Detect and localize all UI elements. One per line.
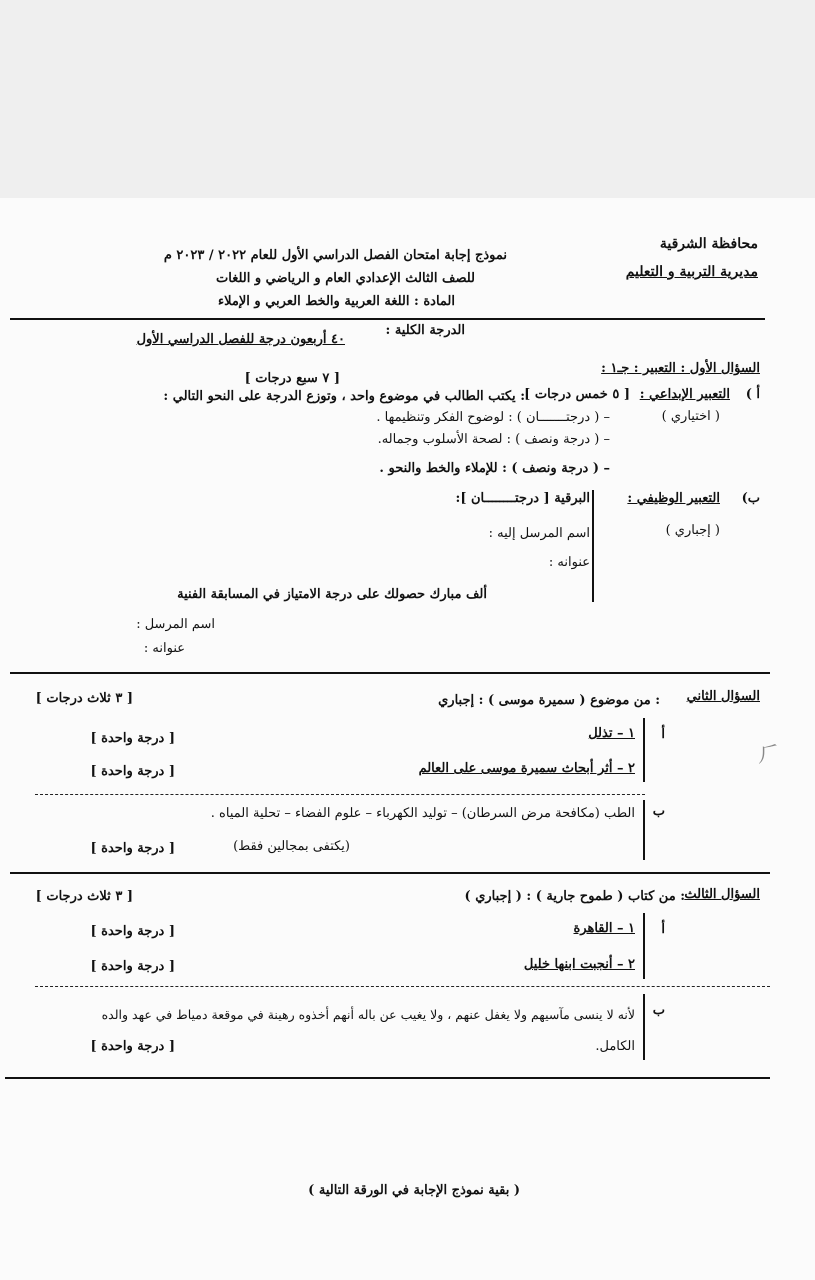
q1-total-marks: [ ٧ سبع درجات ] bbox=[244, 371, 340, 386]
q3-total-marks: [ ٣ ثلاث درجات ] bbox=[35, 889, 133, 904]
q3b-answer-line2: الكامل. bbox=[595, 1039, 635, 1054]
q2a-label: أ bbox=[661, 727, 665, 742]
q3b-label: ب bbox=[652, 1003, 665, 1018]
q3a-marks-2: [ درجة واحدة ] bbox=[90, 959, 175, 974]
total-label: الدرجة الكلية : bbox=[385, 323, 465, 338]
subject-line: المادة : اللغة العربية والخط العربي و الإملاء bbox=[218, 294, 455, 309]
q1a-instruction: : يكتب الطالب في موضوع واحد ، وتوزع الدرجة على النحو التالي : bbox=[163, 389, 525, 404]
q2a-answer-2: ٢ – أثر أبحاث سميرة موسى على العالم bbox=[418, 761, 635, 776]
q2a-marks-2: [ درجة واحدة ] bbox=[90, 764, 175, 779]
q1-title: السؤال الأول : التعبير : جـ١ : bbox=[601, 361, 760, 376]
q1b-title: التعبير الوظيفي : bbox=[627, 491, 720, 506]
q3-divider bbox=[5, 1077, 770, 1079]
grade-line: للصف الثالث الإعدادي العام و الرياضي و اللغات bbox=[216, 271, 475, 286]
q1a-item-1: – ( درجتـــــــان ) : لوضوح الفكر وتنظيمها . bbox=[376, 410, 610, 425]
q2a-marks-1: [ درجة واحدة ] bbox=[90, 731, 175, 746]
governorate: محافظة الشرقية bbox=[659, 236, 758, 252]
answer-sheet bbox=[0, 198, 815, 1280]
q2-subtitle: : من موضوع ( سميرة موسى ) : إجباري bbox=[438, 693, 660, 708]
q1a-instruction-marks: [ ٥ خمس درجات ] bbox=[524, 387, 630, 402]
q2b-note: (يكتفى بمجالين فقط) bbox=[233, 839, 350, 854]
continuation-note: ( بقية نموذج الإجابة في الورقة التالية ) bbox=[308, 1183, 520, 1198]
q1a-item-3: – ( درجة ونصف ) : للإملاء والخط والنحو . bbox=[379, 461, 610, 476]
q1a-title: التعبير الإبداعي : bbox=[639, 387, 730, 402]
q2b-marks: [ درجة واحدة ] bbox=[90, 841, 175, 856]
q1b-recipient: اسم المرسل إليه : bbox=[488, 526, 590, 541]
total-value: ٤٠ أربعون درجة للفصل الدراسي الأول bbox=[136, 332, 345, 347]
q2-total-marks: [ ٣ ثلاث درجات ] bbox=[35, 691, 133, 706]
q3-subtitle: : من كتاب ( طموح جارية ) : ( إجباري ) bbox=[464, 889, 685, 904]
top-blank-area bbox=[0, 0, 815, 198]
q2a-answer-1: ١ – تذلل bbox=[588, 726, 635, 741]
q3b-marks: [ درجة واحدة ] bbox=[90, 1039, 175, 1054]
q1b-type: ( إجباري ) bbox=[665, 523, 720, 538]
q1b-sender-address: عنوانه : bbox=[143, 641, 185, 656]
header-divider bbox=[10, 318, 765, 320]
q1b-message: ألف مبارك حصولك على درجة الامتياز في المسابقة الفنية bbox=[177, 587, 487, 602]
q3b-bar bbox=[643, 994, 645, 1060]
q1b-sender: اسم المرسل : bbox=[136, 617, 215, 632]
q3a-marks-1: [ درجة واحدة ] bbox=[90, 924, 175, 939]
q1a-type: ( اختياري ) bbox=[661, 409, 720, 424]
q1a-label: أ ) bbox=[745, 387, 760, 402]
q3a-label: أ bbox=[661, 922, 665, 937]
q3-title: السؤال الثالث bbox=[684, 887, 760, 902]
directorate: مديرية التربية و التعليم bbox=[625, 264, 758, 280]
q1b-recipient-address: عنوانه : bbox=[548, 555, 590, 570]
q2a-bar bbox=[643, 718, 645, 782]
q1-divider bbox=[10, 672, 770, 674]
q1b-label: ب) bbox=[741, 491, 760, 506]
q3a-bar bbox=[643, 913, 645, 979]
q2-title: السؤال الثاني bbox=[686, 689, 760, 704]
q3b-answer-line1: لأنه لا ينسى مآسيهم ولا يغفل عنهم ، ولا يغيب عن باله أنهم أخذوه رهينة في موقعة دمياط في عهد والده bbox=[101, 1007, 635, 1022]
q2b-bar bbox=[643, 800, 645, 860]
q1b-telegram: البرقية [ درجتــــــــان ]: bbox=[455, 491, 590, 506]
q3-dashed-divider bbox=[35, 986, 770, 987]
q3a-answer-1: ١ – القاهرة bbox=[573, 921, 635, 936]
q1b-bar bbox=[592, 490, 594, 602]
q2-dashed-divider bbox=[35, 794, 645, 795]
q3a-answer-2: ٢ – أنجبت ابنها خليل bbox=[523, 957, 635, 972]
q2b-label: ب bbox=[652, 804, 665, 819]
q2-divider bbox=[10, 872, 770, 874]
signature-mark: ⺁ bbox=[758, 743, 781, 768]
q2b-answer: الطب (مكافحة مرض السرطان) – توليد الكهرباء – علوم الفضاء – تحلية المياه . bbox=[210, 806, 635, 821]
q1a-item-2: – ( درجة ونصف ) : لصحة الأسلوب وجماله. bbox=[377, 432, 610, 447]
exam-title: نموذج إجابة امتحان الفصل الدراسي الأول للعام ٢٠٢٢ / ٢٠٢٣ م bbox=[163, 248, 507, 263]
